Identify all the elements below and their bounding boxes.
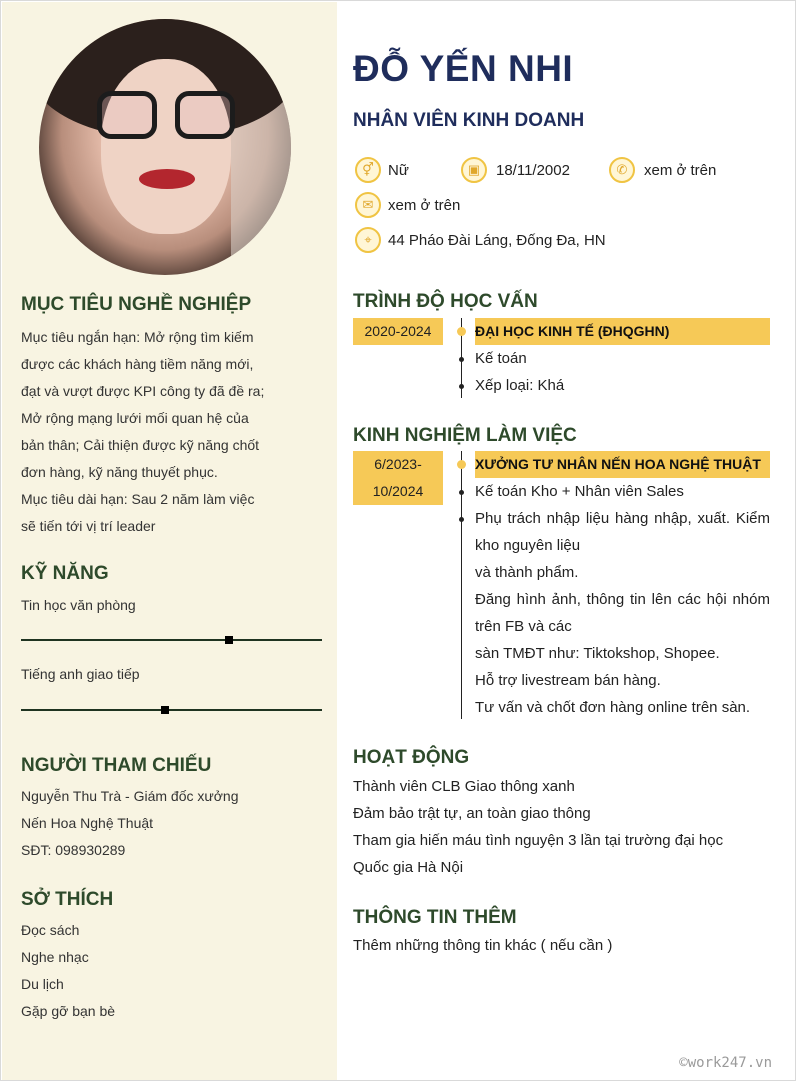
bullet [459,384,464,389]
references-heading: NGƯỜI THAM CHIẾU [21,755,212,776]
list-item: Gặp gỡ bạn bè [21,1003,116,1019]
skill-bar [21,639,322,641]
activities-text: Thành viên CLB Giao thông xanh Đảm bảo trật tự, an toàn giao thông Tham gia hiến máu tình nguyện 3 lần tại trường đại học Quốc gia Hà Nội [353,778,724,876]
hobbies-heading: SỞ THÍCH [21,889,114,910]
birthday-value: 18/11/2002 [496,162,570,179]
phone-value: xem ở trên [644,162,717,179]
address-value: 44 Pháo Đài Láng, Đống Đa, HN [388,232,606,249]
gender-icon: ⚥ [355,157,381,183]
more-info-text: Thêm những thông tin khác ( nếu cần ) [353,937,613,954]
timeline-dot [457,327,466,336]
company-name: XƯỞNG TƯ NHÂN NẾN HOA NGHỆ THUẬT [475,456,761,472]
skill-level-marker [225,636,233,644]
education-major: Kế toán [475,350,527,367]
gender-value: Nữ [388,162,409,179]
experience-details: Kế toán Kho + Nhân viên Sales Phụ trách nhập liệu hàng nhập, xuất. Kiểm kho nguyên liệu và thành phẩm. Đăng hình ảnh, thông tin lên các hội nhóm trên FB và các sàn TMĐT như: Tiktokshop, Shopee. Hỗ trợ livestream bán hàng. Tư vấn và chốt đơn hàng online trên sàn. [475,483,770,716]
skill-name: Tin học văn phòng [21,597,136,613]
email-value: xem ở trên [388,197,461,214]
education-heading: TRÌNH ĐỘ HỌC VẤN [353,291,538,312]
timeline-dot [457,460,466,469]
cake-icon: ▣ [461,157,487,183]
more-info-heading: THÔNG TIN THÊM [353,907,517,928]
phone-icon: ✆ [609,157,635,183]
objective-text: Mục tiêu ngắn hạn: Mở rộng tìm kiếm được các khách hàng tiềm năng mới, đạt và vượt được KPI công ty đã đề ra; Mở rộng mạng lưới mối quan hệ của bản thân; Cải thiện được kỹ năng chốt đơn hàng, kỹ năng thuyết phục. Mục tiêu dài hạn: Sau 2 năm làm việc sẽ tiến tới vị trí leader [21,329,265,534]
mail-icon: ✉ [355,192,381,218]
activities-heading: HOẠT ĐỘNG [353,747,470,768]
map-icon: ⌖ [355,227,381,253]
bullet [459,517,464,522]
watermark: ©work247.vn [679,1055,772,1071]
list-item: Nghe nhạc [21,949,89,965]
experience-date: 6/2023- 10/2024 [353,451,443,505]
bullet [459,490,464,495]
candidate-name: ĐỖ YẾN NHI [353,48,574,89]
experience-heading: KINH NGHIỆM LÀM VIỆC [353,425,577,446]
list-item: Đọc sách [21,922,80,938]
skill-name: Tiếng anh giao tiếp [21,666,140,682]
school-name: ĐẠI HỌC KINH TẾ (ĐHQGHN) [475,323,670,339]
profile-photo [39,19,291,275]
bullet [459,357,464,362]
skill-level-marker [161,706,169,714]
education-date: 2020-2024 [353,318,443,345]
skill-bar [21,709,322,711]
objective-heading: MỤC TIÊU NGHỀ NGHIỆP [21,294,252,315]
hobbies-list [21,917,115,1025]
skills-heading: KỸ NĂNG [21,563,109,584]
list-item: Du lịch [21,976,64,992]
job-title: NHÂN VIÊN KINH DOANH [353,110,585,131]
education-grade: Xếp loại: Khá [475,377,565,394]
references-text: Nguyễn Thu Trà - Giám đốc xưởng Nến Hoa Nghệ Thuật SĐT: 098930289 [21,788,239,858]
